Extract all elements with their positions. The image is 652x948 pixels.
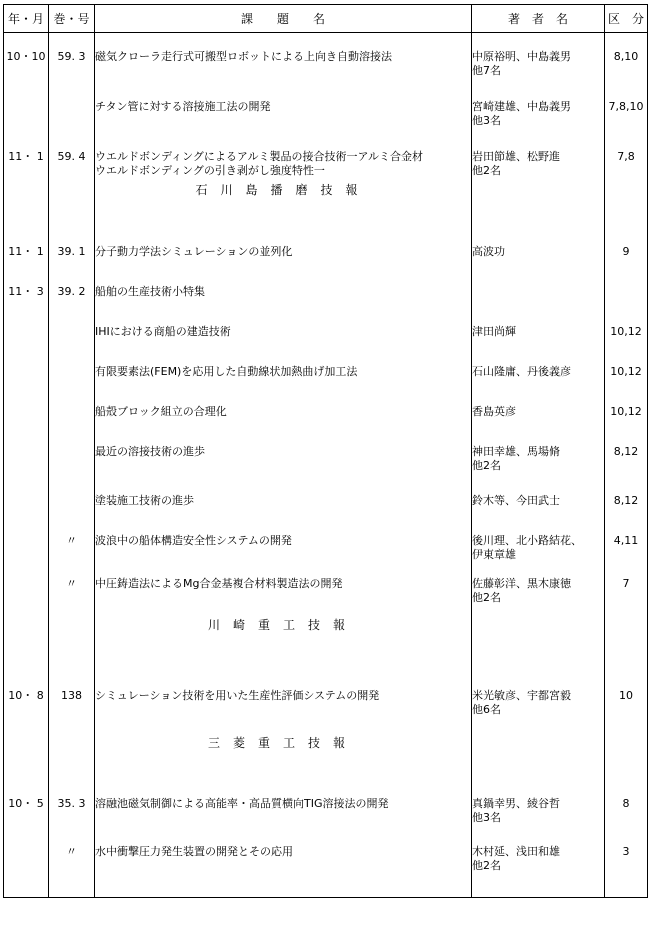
author-line: 他2名 [472, 163, 501, 177]
year-month-cell [4, 358, 49, 398]
year-month-cell [4, 398, 49, 438]
title-line: 溶融池磁気制御による高能率・高品質横向TIG溶接法の開発 [95, 796, 389, 810]
section-heading: 石川島播磨技報 [95, 183, 472, 238]
year-month-cell [4, 527, 49, 570]
volume-cell: 59. 3 [49, 33, 95, 83]
title-cell [95, 278, 472, 318]
title-line: ウエルドボンディングの引き剥がし強度特性一 [95, 163, 325, 177]
header-title: 課 題 名 [95, 5, 472, 33]
table-row [4, 398, 648, 438]
author-line: 中原裕明、中島義男 [472, 50, 571, 63]
title-line: ウエルドボンディングによるアルミ製品の接合技術一アルミ合金材 [95, 149, 424, 163]
title-cell [95, 83, 472, 133]
author-line: 米光敏彦、宇都宮毅 [472, 688, 571, 702]
author-line: 石山隆庸、丹後義彦 [472, 364, 571, 378]
author-cell [472, 686, 605, 736]
title-cell [95, 33, 472, 83]
year-month-cell [4, 841, 49, 898]
header-volume: 巻・号 [49, 5, 95, 33]
author-line: 後川理、北小路結花、 [472, 533, 582, 547]
volume-cell: 35. 3 [49, 793, 95, 841]
author-cell [472, 438, 605, 487]
category-cell: 3 [605, 841, 648, 898]
category-cell: 7,8,10 [605, 83, 648, 133]
author-line: 他3名 [472, 113, 501, 127]
author-cell [472, 793, 605, 841]
header-author: 著 者 名 [472, 5, 605, 33]
author-line: 佐藤彰洋、黒木康徳 [472, 576, 571, 590]
author-line: 鈴木等、今田武士 [472, 493, 560, 507]
title-line: 塗装施工技術の進歩 [95, 493, 194, 507]
category-cell: 8 [605, 793, 648, 841]
author-line: 他6名 [472, 702, 501, 716]
author-cell [472, 487, 605, 527]
volume-cell [49, 83, 95, 133]
table-row [4, 793, 648, 841]
volume-cell: 〃 [49, 841, 95, 898]
title-line: 最近の溶接技術の進歩 [95, 444, 205, 458]
title-line: 有限要素法(FEM)を応用した自動線状加熱曲げ加工法 [95, 364, 358, 378]
header-category: 区 分 [605, 5, 648, 33]
title-line: シミュレーション技術を用いた生産性評価システムの開発 [95, 688, 380, 702]
section-row [4, 618, 648, 686]
author-line: 岩田節雄、松野進 [472, 149, 560, 163]
author-line: 他2名 [472, 858, 501, 872]
title-cell [95, 841, 472, 898]
author-cell [472, 841, 605, 898]
section-heading: 三菱重工技報 [95, 736, 472, 793]
category-cell: 10,12 [605, 358, 648, 398]
author-cell [472, 33, 605, 83]
header-year-month: 年・月 [4, 5, 49, 33]
title-line: IHIにおける商船の建造技術 [95, 324, 231, 338]
title-line: 船殻ブロック組立の合理化 [95, 404, 227, 418]
year-month-cell [4, 487, 49, 527]
author-cell [472, 527, 605, 570]
category-cell: 8,12 [605, 438, 648, 487]
title-line: 磁気クローラ走行式可搬型ロボットによる上向き自動溶接法 [95, 50, 392, 63]
year-month-cell: 11・ 3 [4, 278, 49, 318]
section-row [4, 183, 648, 238]
volume-cell: 〃 [49, 570, 95, 618]
author-cell [472, 358, 605, 398]
author-line: 津田尚輝 [472, 324, 516, 338]
table-row [4, 686, 648, 736]
table-row [4, 487, 648, 527]
title-cell [95, 438, 472, 487]
volume-cell: 39. 2 [49, 278, 95, 318]
category-cell: 7,8 [605, 133, 648, 183]
year-month-cell [4, 570, 49, 618]
title-line: 中圧鋳造法によるMg合金基複合材料製造法の開発 [95, 576, 343, 590]
category-cell: 7 [605, 570, 648, 618]
table-row [4, 527, 648, 570]
section-row [4, 736, 648, 793]
title-cell [95, 570, 472, 618]
author-line: 他7名 [472, 64, 501, 77]
author-cell [472, 278, 605, 318]
table-row [4, 133, 648, 183]
title-cell [95, 238, 472, 278]
author-cell [472, 238, 605, 278]
year-month-cell: 10・ 5 [4, 793, 49, 841]
table-row [4, 278, 648, 318]
table-row [4, 358, 648, 398]
volume-cell: 〃 [49, 527, 95, 570]
year-month-cell: 10・10 [4, 33, 49, 83]
author-cell [472, 133, 605, 183]
year-month-cell [4, 83, 49, 133]
category-cell: 10,12 [605, 318, 648, 358]
table-row [4, 841, 648, 898]
author-line: 宮崎建雄、中島義男 [472, 99, 571, 113]
volume-cell [49, 358, 95, 398]
author-line: 香島英彦 [472, 404, 516, 418]
title-line: 船舶の生産技術小特集 [95, 284, 205, 298]
year-month-cell: 11・ 1 [4, 238, 49, 278]
title-line: 水中衝撃圧力発生装置の開発とその応用 [95, 844, 293, 858]
category-cell [605, 278, 648, 318]
volume-cell: 59. 4 [49, 133, 95, 183]
author-line: 他2名 [472, 458, 501, 472]
category-cell: 4,11 [605, 527, 648, 570]
table-row [4, 318, 648, 358]
category-cell: 8,10 [605, 33, 648, 83]
title-cell [95, 358, 472, 398]
author-line: 真鍋幸男、綾谷哲 [472, 796, 560, 810]
volume-cell: 138 [49, 686, 95, 736]
header-row [4, 5, 648, 33]
title-cell [95, 527, 472, 570]
category-cell: 8,12 [605, 487, 648, 527]
title-line: 波浪中の船体構造安全性システムの開発 [95, 533, 292, 547]
author-cell [472, 398, 605, 438]
publication-table [3, 4, 648, 898]
volume-cell [49, 398, 95, 438]
author-cell [472, 83, 605, 133]
title-cell [95, 793, 472, 841]
year-month-cell: 11・ 1 [4, 133, 49, 183]
author-line: 他2名 [472, 590, 501, 604]
table-row [4, 33, 648, 83]
category-cell: 10,12 [605, 398, 648, 438]
author-line: 木村延、浅田和雄 [472, 844, 560, 858]
category-cell: 9 [605, 238, 648, 278]
title-cell [95, 398, 472, 438]
table-row [4, 438, 648, 487]
year-month-cell [4, 438, 49, 487]
volume-cell [49, 318, 95, 358]
year-month-cell [4, 318, 49, 358]
title-cell [95, 686, 472, 736]
author-line: 神田幸雄、馬場脩 [472, 444, 560, 458]
volume-cell: 39. 1 [49, 238, 95, 278]
volume-cell [49, 487, 95, 527]
author-cell [472, 570, 605, 618]
author-line: 他3名 [472, 810, 501, 824]
section-heading: 川崎重工技報 [95, 618, 472, 686]
title-line: チタン管に対する溶接施工法の開発 [95, 99, 271, 113]
table-row [4, 570, 648, 618]
year-month-cell: 10・ 8 [4, 686, 49, 736]
title-cell [95, 318, 472, 358]
author-line: 高波功 [472, 244, 505, 258]
author-cell [472, 318, 605, 358]
table-row [4, 83, 648, 133]
category-cell: 10 [605, 686, 648, 736]
title-cell [95, 487, 472, 527]
author-line: 伊東章雄 [472, 547, 516, 561]
table-row [4, 238, 648, 278]
volume-cell [49, 438, 95, 487]
title-line: 分子動力学法シミュレーションの並列化 [95, 244, 293, 258]
title-cell [95, 133, 472, 183]
